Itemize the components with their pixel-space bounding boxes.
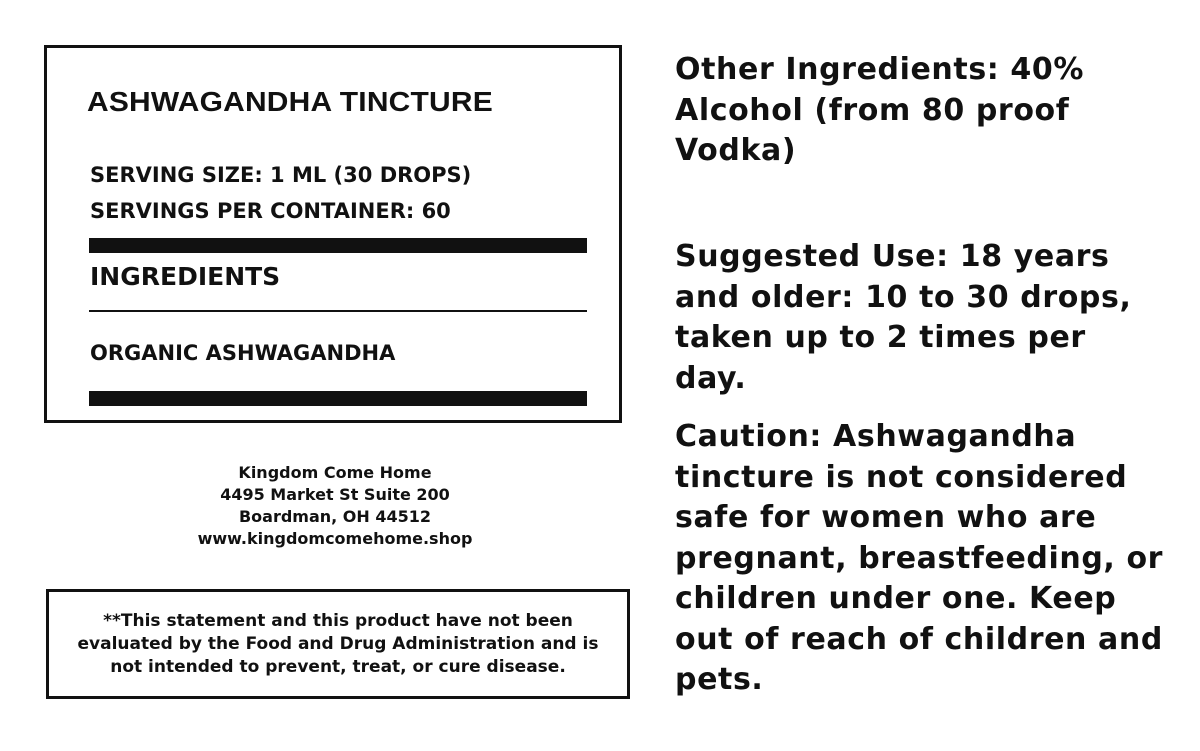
supplement-facts-panel: [44, 45, 622, 423]
servings-per-container: SERVINGS PER CONTAINER: 60: [90, 199, 451, 223]
thick-divider-top: [89, 238, 587, 253]
fda-disclaimer-text: **This statement and this product have not been evaluated by the Food and Drug Administration and is not intended to prevent, treat, or cure disease.: [77, 610, 599, 677]
caution-warning: Caution: Ashwagandha tincture is not considered safe for women who are pregnant, breastfeeding, or children under one. Keep out of reach of children and pets.: [675, 419, 1164, 697]
company-address: [190, 462, 480, 550]
product-title: ASHWAGANDHA TINCTURE: [87, 86, 493, 117]
thick-divider-bottom: [89, 391, 587, 406]
fda-disclaimer-box: [46, 589, 630, 699]
ingredients-heading: INGREDIENTS: [90, 262, 281, 291]
suggested-use: Suggested Use: 18 years and older: 10 to 30 drops, taken up to 2 times per day.: [675, 239, 1132, 396]
other-ingredients: Other Ingredients: 40% Alcohol (from 80 proof Vodka): [675, 52, 1085, 168]
ingredient-item: ORGANIC ASHWAGANDHA: [90, 341, 396, 365]
website-url: www.kingdomcomehome.shop: [197, 529, 473, 548]
thin-divider: [89, 310, 587, 312]
street-address: 4495 Market St Suite 200: [220, 485, 450, 504]
serving-size: SERVING SIZE: 1 ML (30 DROPS): [90, 163, 472, 187]
company-name: Kingdom Come Home: [238, 463, 432, 482]
city-state-zip: Boardman, OH 44512: [238, 507, 432, 526]
